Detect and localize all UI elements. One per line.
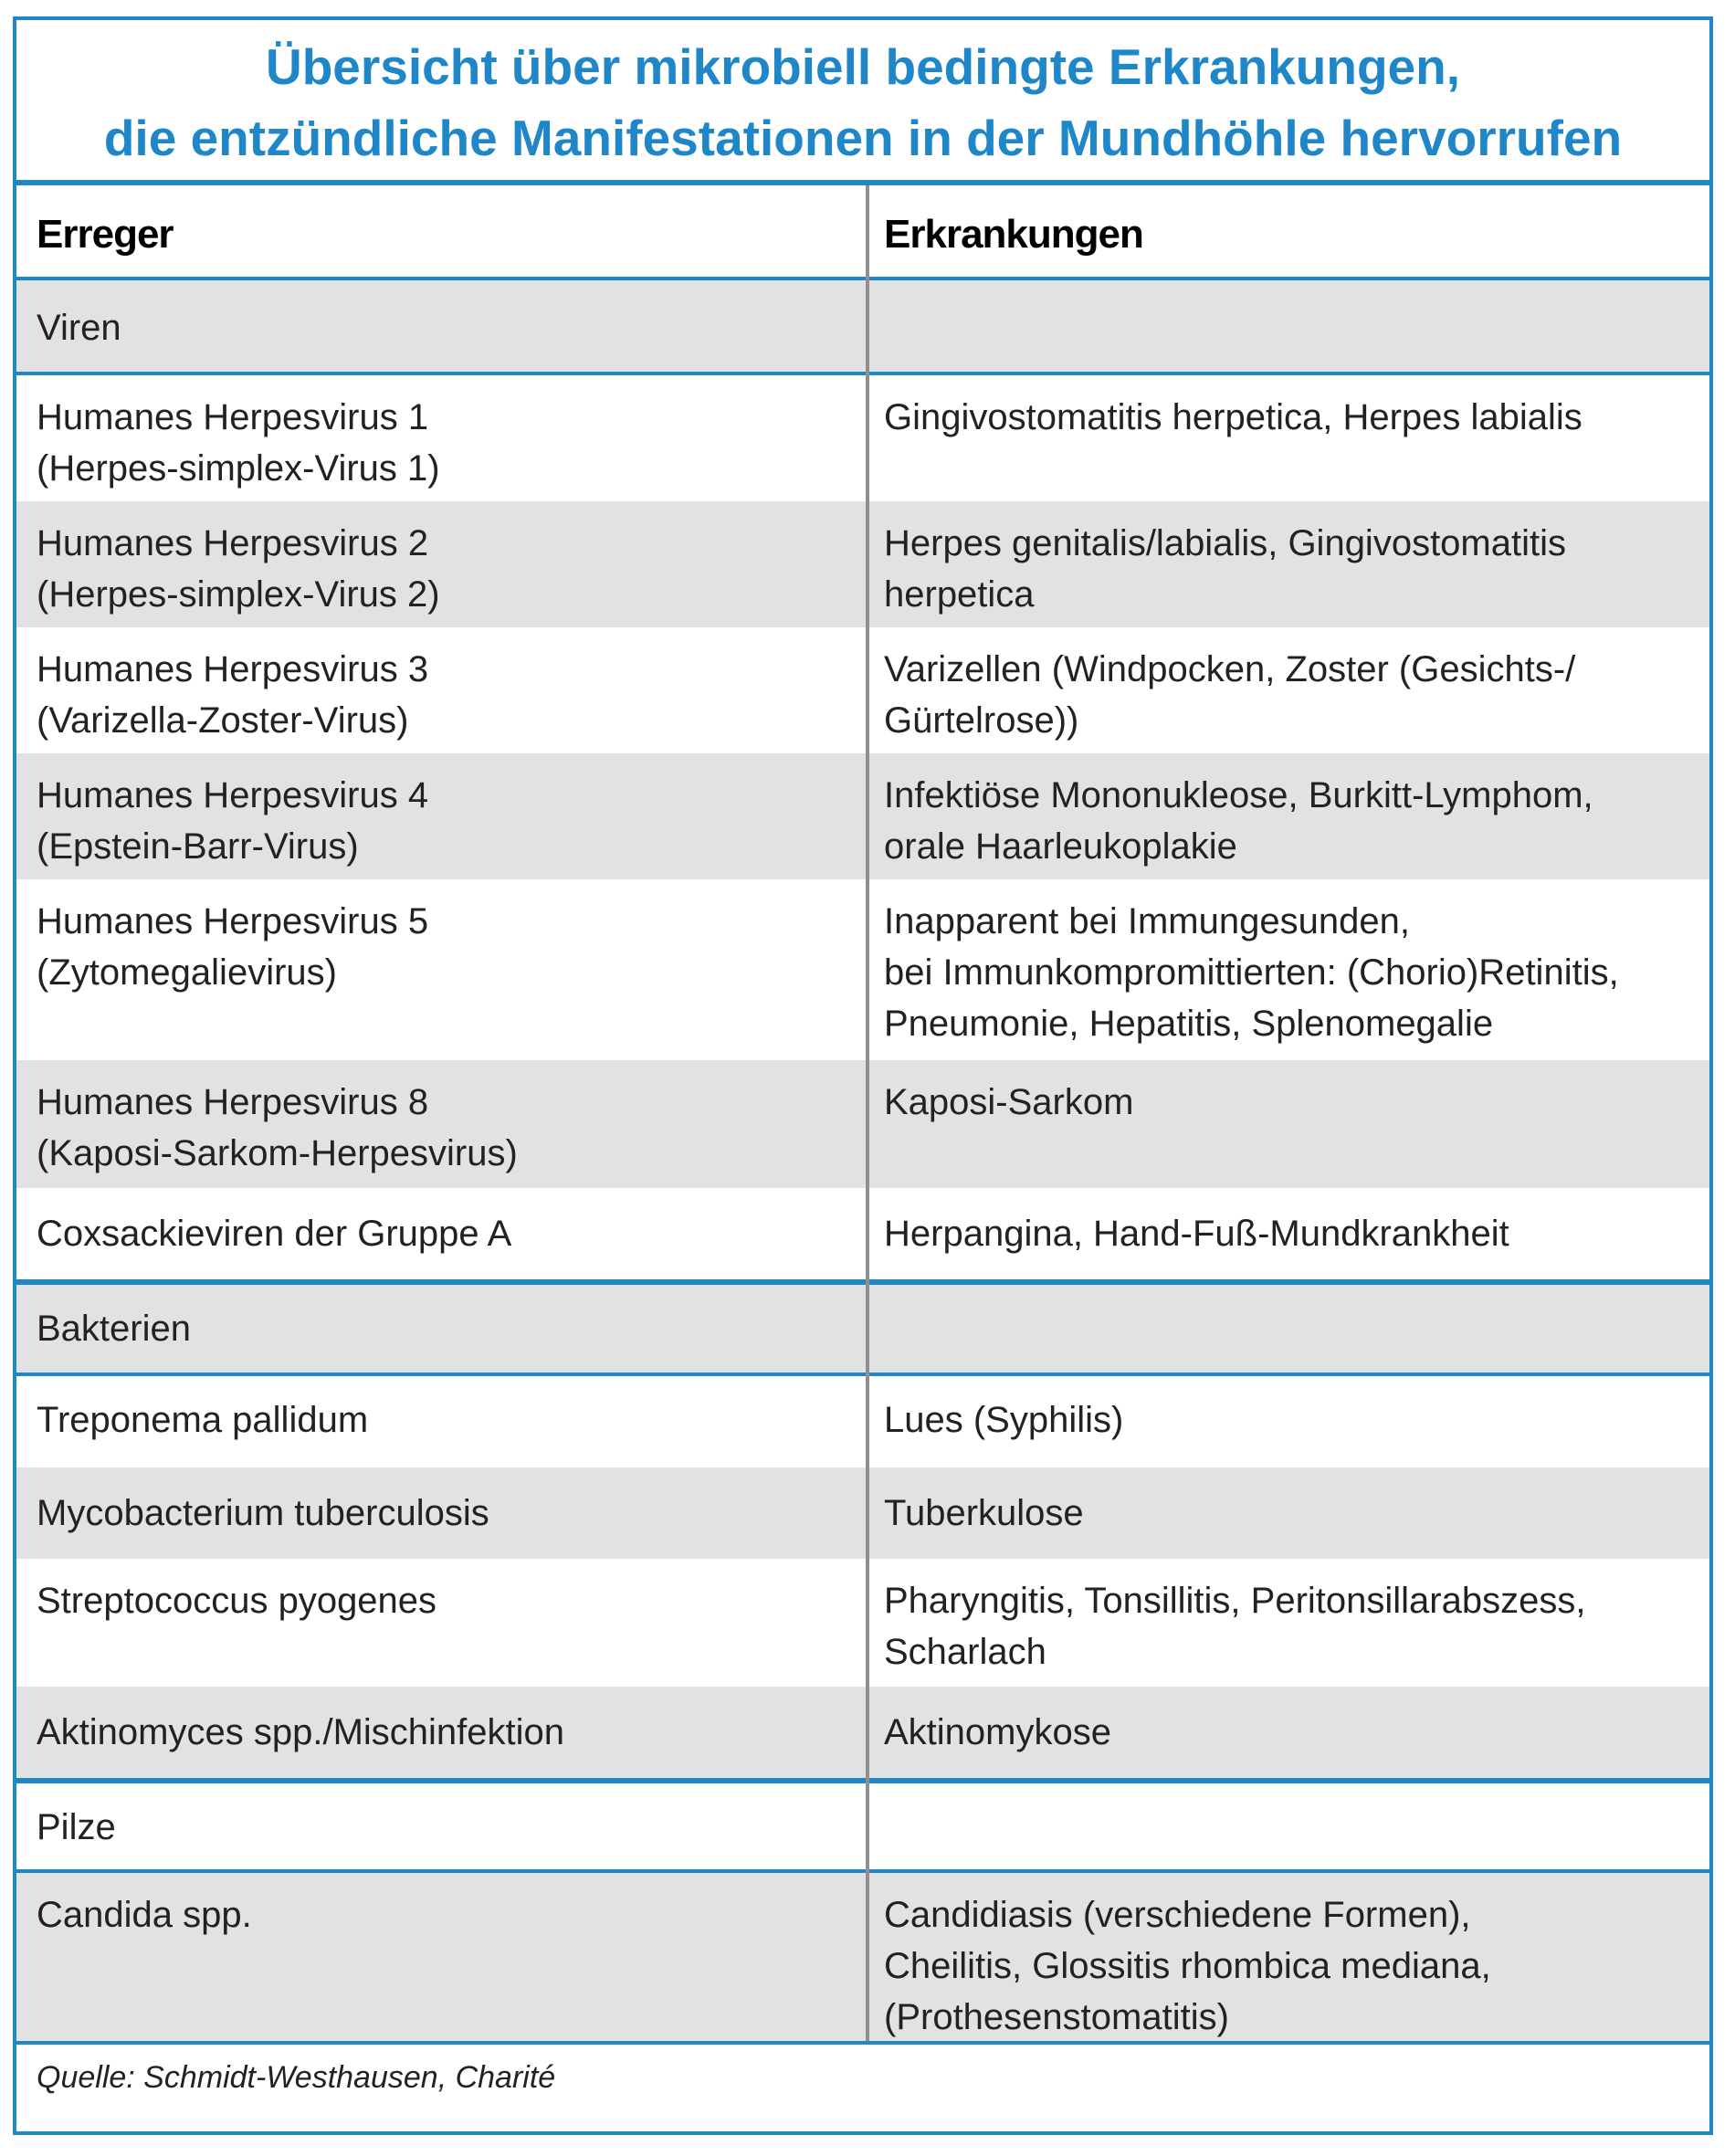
title-line-1: Übersicht über mikrobiell bedingte Erkrankungen, — [265, 38, 1461, 95]
table-row — [16, 1687, 1709, 1778]
disease-cell: Herpes genitalis/labialis, Gingivostomatitis herpetica — [884, 523, 1566, 615]
table-row — [16, 879, 1709, 1060]
table-title — [16, 20, 1709, 175]
disease-cell: Pharyngitis, Tonsillitis, Peritonsillarabszess, Scharlach — [884, 1581, 1586, 1672]
title-line-2: die entzündliche Manifestationen in der Mundhöhle hervorrufen — [103, 110, 1623, 166]
pathogen-cell: Humanes Herpesvirus 5 (Zytomegalievirus) — [37, 901, 429, 993]
table-header-row — [16, 185, 1709, 277]
table-row — [16, 1559, 1709, 1687]
table-row — [16, 1376, 1709, 1467]
table-row — [16, 753, 1709, 879]
disease-cell: Kaposi-Sarkom — [884, 1082, 1134, 1122]
pathogen-cell: Humanes Herpesvirus 3 (Varizella-Zoster-Virus) — [37, 649, 429, 741]
pathogen-cell: Humanes Herpesvirus 8 (Kaposi-Sarkom-Herpesvirus) — [37, 1082, 518, 1173]
disease-cell: Gingivostomatitis herpetica, Herpes labialis — [884, 397, 1583, 437]
table-row — [16, 1873, 1709, 2041]
disease-cell: Aktinomykose — [884, 1712, 1111, 1752]
pathogen-cell: Candida spp. — [37, 1895, 252, 1935]
table-row — [16, 627, 1709, 753]
disease-cell: Tuberkulose — [884, 1493, 1084, 1533]
section-label-pilze: Pilze — [37, 1807, 116, 1847]
disease-cell: Lues (Syphilis) — [884, 1400, 1124, 1440]
disease-cell: Herpangina, Hand-Fuß-Mundkrankheit — [884, 1214, 1509, 1254]
section-row-bakterien — [16, 1285, 1709, 1372]
table-row — [16, 1060, 1709, 1188]
section-label-bakterien: Bakterien — [37, 1309, 191, 1349]
table-row — [16, 1467, 1709, 1559]
pathogen-cell: Mycobacterium tuberculosis — [37, 1493, 489, 1533]
table-row — [16, 501, 1709, 627]
table-row — [16, 1188, 1709, 1279]
disease-cell: Inapparent bei Immungesunden, bei Immunkompromittierten: (Chorio)Retinitis, Pneumonie, Hepatitis, Splenomegalie — [884, 901, 1619, 1044]
pathogen-cell: Streptococcus pyogenes — [37, 1581, 437, 1621]
section-row-pilze — [16, 1783, 1709, 1869]
table-row — [16, 375, 1709, 501]
footer-divider — [16, 2041, 1709, 2045]
section-row-viren — [16, 280, 1709, 372]
header-erkrankungen: Erkrankungen — [884, 212, 1143, 257]
pathogen-cell: Coxsackieviren der Gruppe A — [37, 1214, 512, 1254]
pathogen-cell: Humanes Herpesvirus 1 (Herpes-simplex-Virus 1) — [37, 397, 440, 489]
section-label-viren: Viren — [37, 308, 121, 348]
column-divider — [866, 185, 869, 2041]
pathogen-cell: Humanes Herpesvirus 2 (Herpes-simplex-Virus 2) — [37, 523, 440, 615]
source-note: Quelle: Schmidt-Westhausen, Charité — [37, 2060, 556, 2095]
pathogen-cell: Aktinomyces spp./Mischinfektion — [37, 1712, 565, 1752]
disease-cell: Varizellen (Windpocken, Zoster (Gesichts-/ Gürtelrose)) — [884, 649, 1576, 741]
pathogen-cell: Humanes Herpesvirus 4 (Epstein-Barr-Virus) — [37, 775, 429, 867]
disease-cell: Infektiöse Mononukleose, Burkitt-Lymphom, orale Haarleukoplakie — [884, 775, 1593, 867]
header-erreger: Erreger — [37, 212, 174, 257]
pathogen-cell: Treponema pallidum — [37, 1400, 369, 1440]
disease-cell: Candidiasis (verschiedene Formen), Cheilitis, Glossitis rhombica mediana, (Prothesenstomatitis) — [884, 1895, 1491, 2037]
infection-overview-table — [13, 16, 1713, 2135]
